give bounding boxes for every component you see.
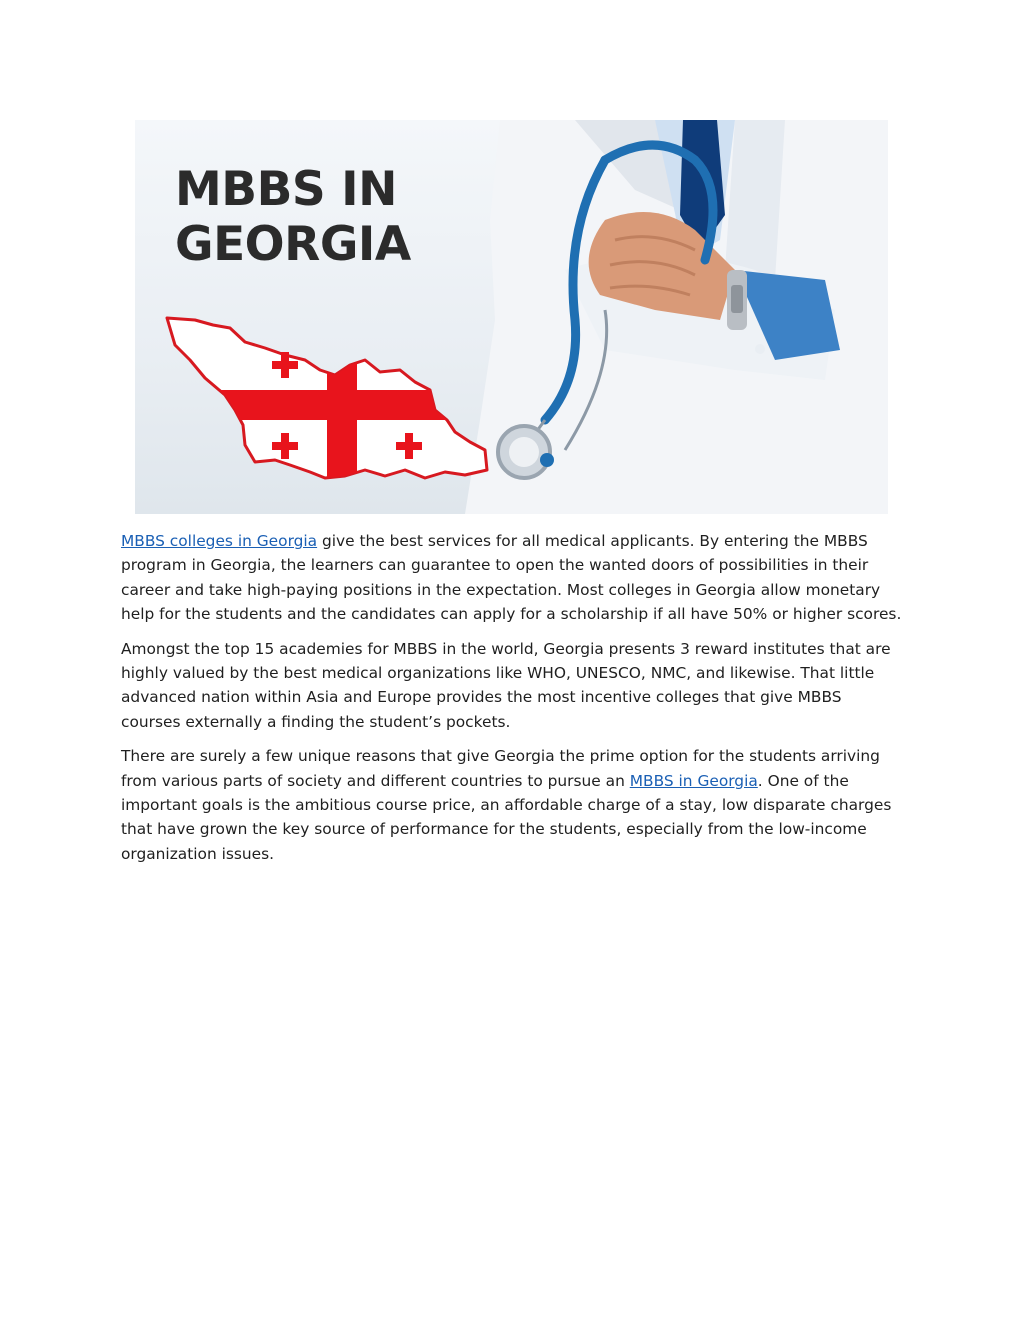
georgia-map-icon bbox=[155, 300, 495, 490]
hero-title-line-2: GEORGIA bbox=[175, 217, 411, 272]
paragraph-3 bbox=[121, 744, 903, 866]
hero-title-line-1: MBBS IN bbox=[175, 162, 397, 217]
mbbs-in-georgia-link[interactable]: MBBS in Georgia bbox=[629, 771, 758, 790]
hero-title bbox=[175, 162, 411, 272]
paragraph-2: Amongst the top 15 academies for MBBS in the world, Georgia presents 3 reward institutes that are highly valued by the best medical organizations like WHO, UNESCO, NMC, and likewise. That little advanced nation within Asia and Europe provides the most incentive colleges that give MBBS courses externally a finding the student’s pockets. bbox=[121, 639, 891, 731]
article-body bbox=[121, 529, 903, 876]
mbbs-colleges-link[interactable]: MBBS colleges in Georgia bbox=[121, 532, 318, 550]
paragraph-3-text-before: There are surely a few unique reasons that give Georgia the prime option for the students arriving from various parts of society and different countries to pursue an bbox=[121, 747, 880, 790]
paragraph-1-text: give the best services for all medical applicants. By entering the MBBS program in Georgia, the learners can guarantee to open the wanted doors of possibilities in their career and take high-paying positions in the expectation. Most colleges in Georgia allow monetary help for the students and the candidates can apply for a scholarship if all have 50% or higher scores. bbox=[121, 532, 902, 624]
paragraph-3-text-after: . One of the important goals is the ambitious course price, an affordable charge of a stay, low disparate charges that have grown the key source of performance for the students, especially from the low-income organization issues. bbox=[121, 771, 892, 863]
hero-image bbox=[135, 120, 888, 514]
paragraph-1 bbox=[121, 529, 903, 627]
